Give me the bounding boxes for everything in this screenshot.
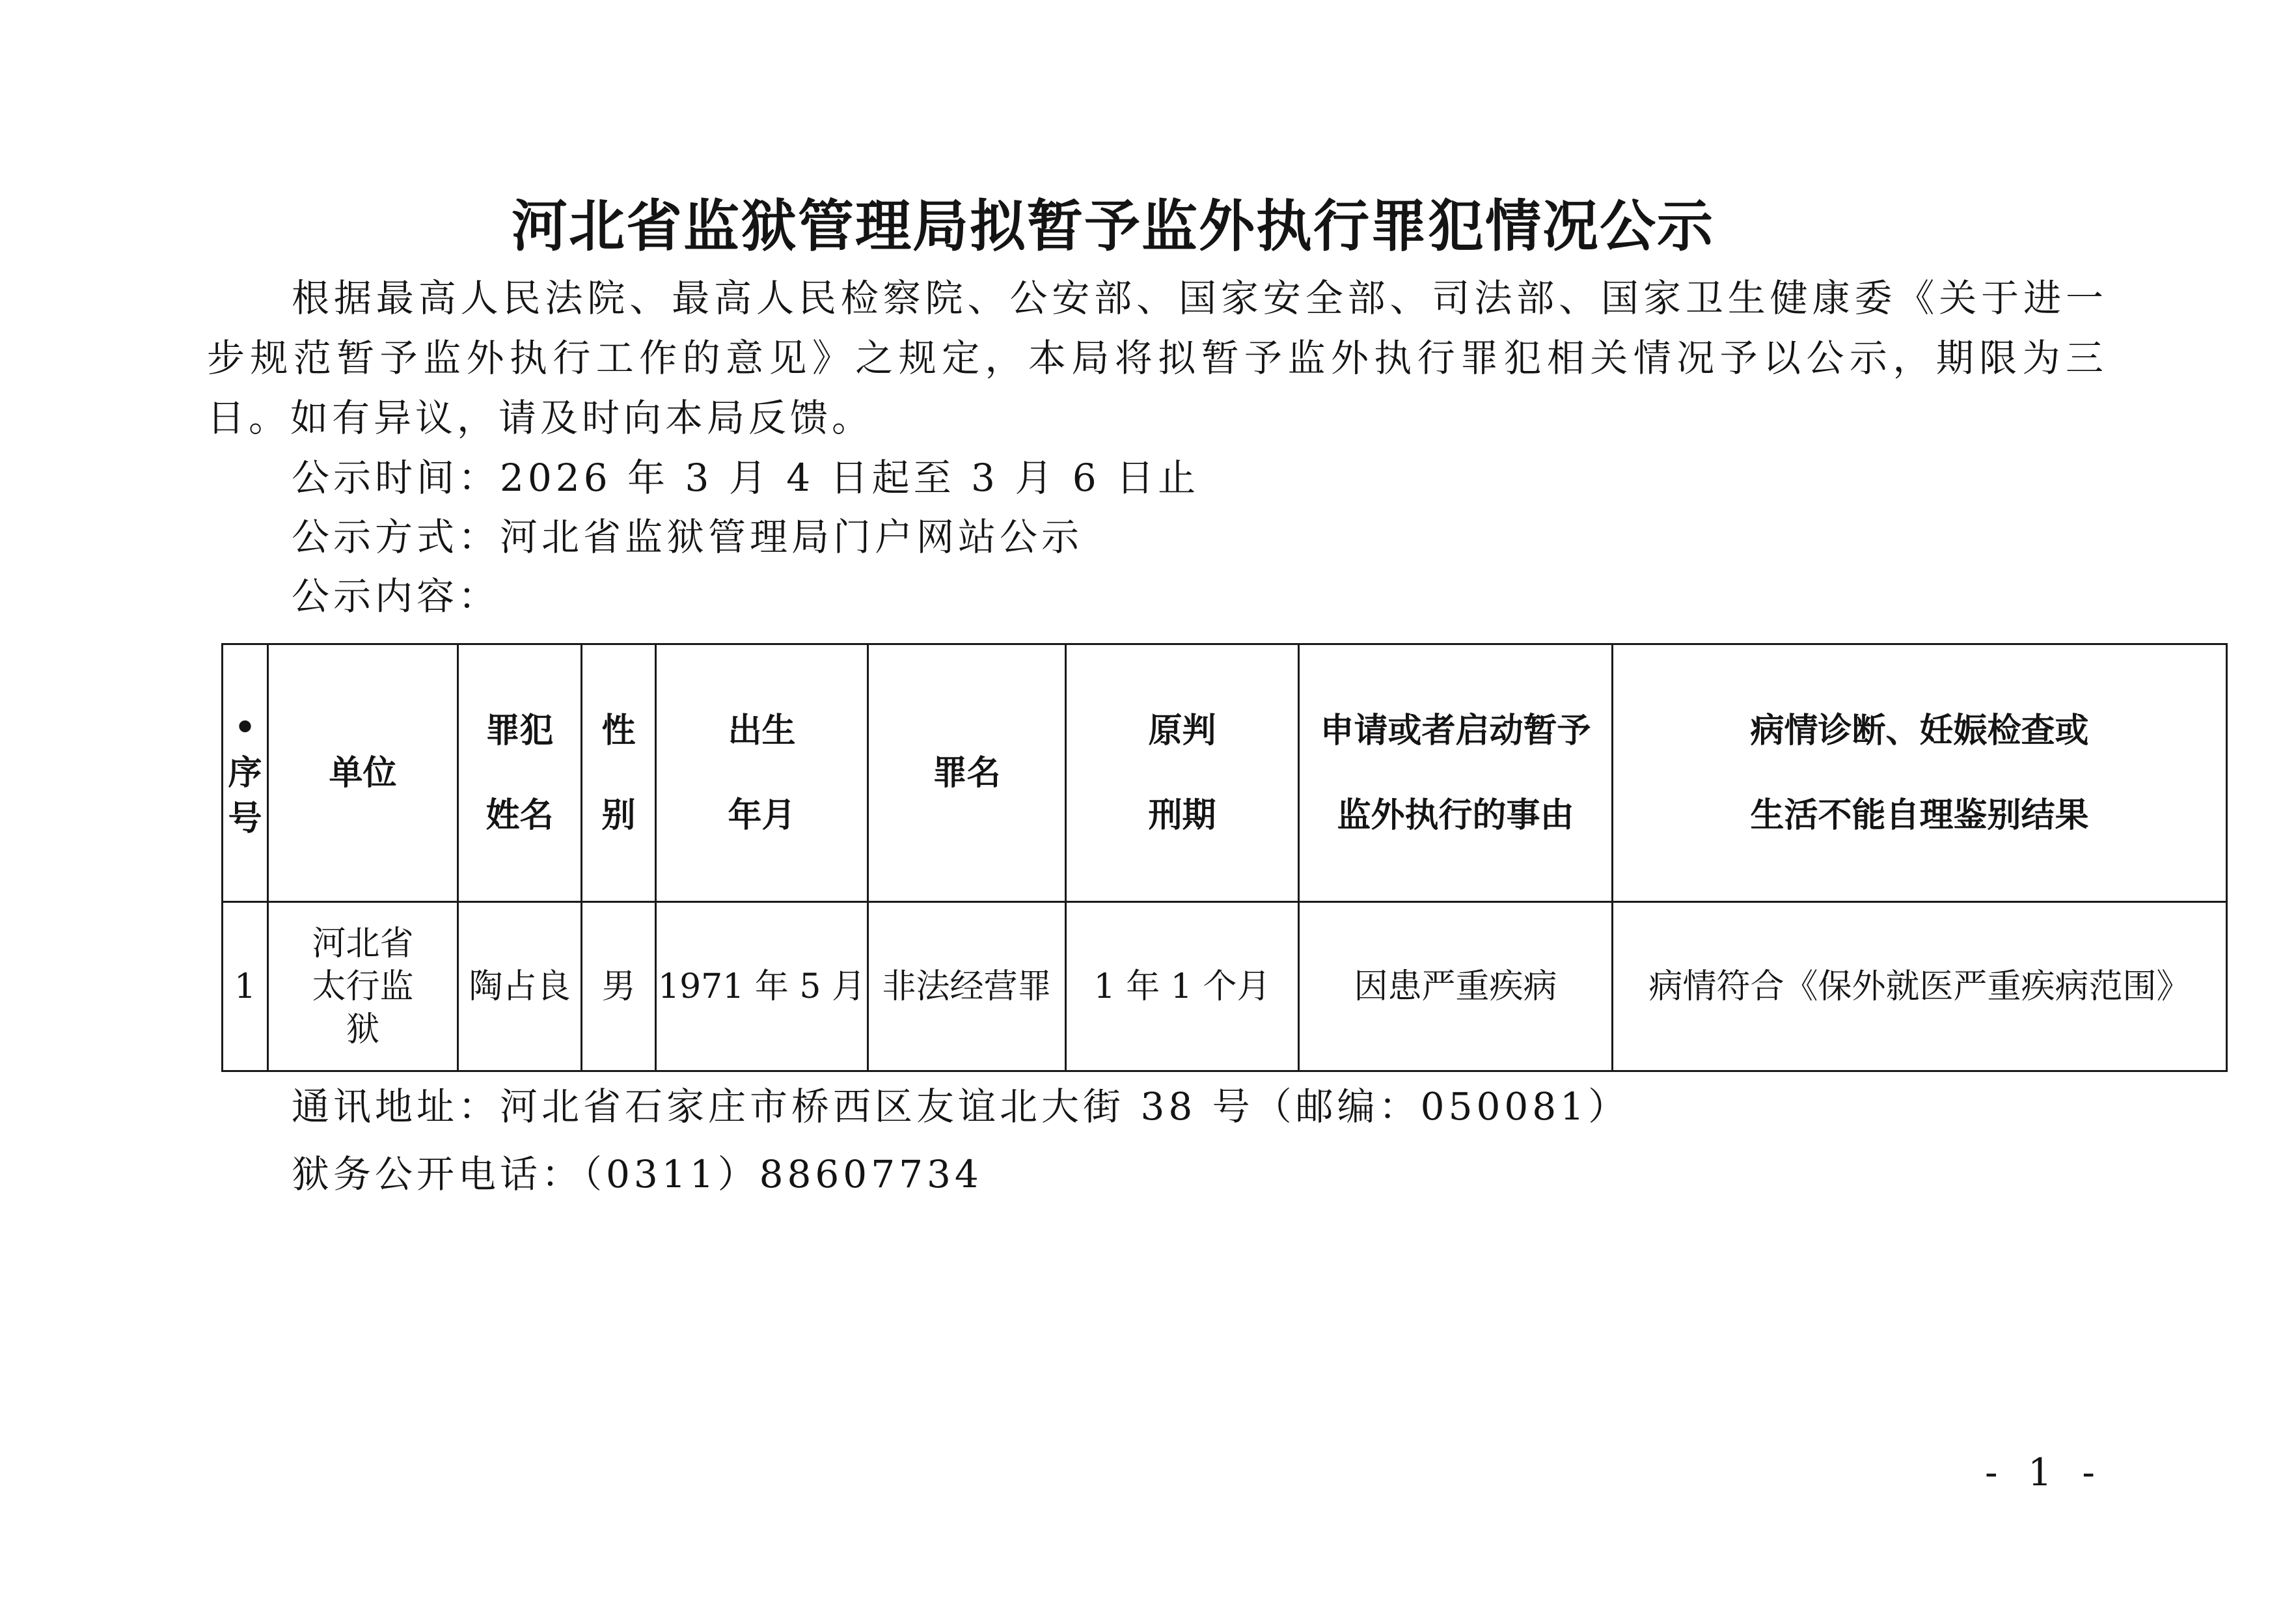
header-seq: • 序 号: [223, 644, 268, 902]
cell-diagnosis: 病情符合《保外就医严重疾病范围》: [1613, 902, 2227, 1071]
document-title: 河北省监狱管理局拟暂予监外执行罪犯情况公示: [512, 194, 1714, 259]
table-header-row: [223, 644, 2227, 902]
cell-sentence: 1 年 1 个月: [1066, 902, 1299, 1071]
public-phone: 狱务公开电话：（0311）88607734: [292, 1152, 983, 1196]
cell-birth: 1971 年 5 月: [656, 902, 868, 1071]
intro-paragraph: [207, 268, 2107, 448]
seq-mark: •: [234, 708, 256, 747]
notice-time: 公示时间：2026 年 3 月 4 日起至 3 月 6 日止: [292, 456, 1200, 500]
header-sentence: 原判 刑期: [1066, 644, 1299, 902]
notice-content-label: 公示内容：: [292, 574, 500, 618]
header-crime: 罪名: [868, 644, 1066, 902]
cell-seq: 1: [223, 902, 268, 1071]
header-reason: 申请或者启动暂予 监外执行的事由: [1299, 644, 1613, 902]
convict-table: [221, 643, 2228, 1072]
notice-method: 公示方式：河北省监狱管理局门户网站公示: [292, 515, 1084, 559]
cell-crime: 非法经营罪: [868, 902, 1066, 1071]
intro-text: 根据最高人民法院、最高人民检察院、公安部、国家安全部、司法部、国家卫生健康委《关于进一步规范暂予监外执行工作的意见》之规定，本局将拟暂予监外执行罪犯相关情况予以公示，期限为三日。如有异议，请及时向本局反馈。: [207, 276, 2107, 440]
header-gender: 性 别: [582, 644, 656, 902]
table-row: [223, 902, 2227, 1071]
header-name: 罪犯 姓名: [458, 644, 582, 902]
cell-reason: 因患严重疾病: [1299, 902, 1613, 1071]
header-unit: 单位: [268, 644, 458, 902]
header-diagnosis: 病情诊断、妊娠检查或 生活不能自理鉴别结果: [1613, 644, 2227, 902]
mailing-address: 通讯地址：河北省石家庄市桥西区友谊北大街 38 号（邮编：050081）: [292, 1084, 1630, 1129]
page-number: - 1 -: [1985, 1450, 2104, 1494]
header-birth: 出生 年月: [656, 644, 868, 902]
cell-name: 陶占良: [458, 902, 582, 1071]
cell-gender: 男: [582, 902, 656, 1071]
cell-unit: 河北省太行监狱: [268, 902, 458, 1071]
